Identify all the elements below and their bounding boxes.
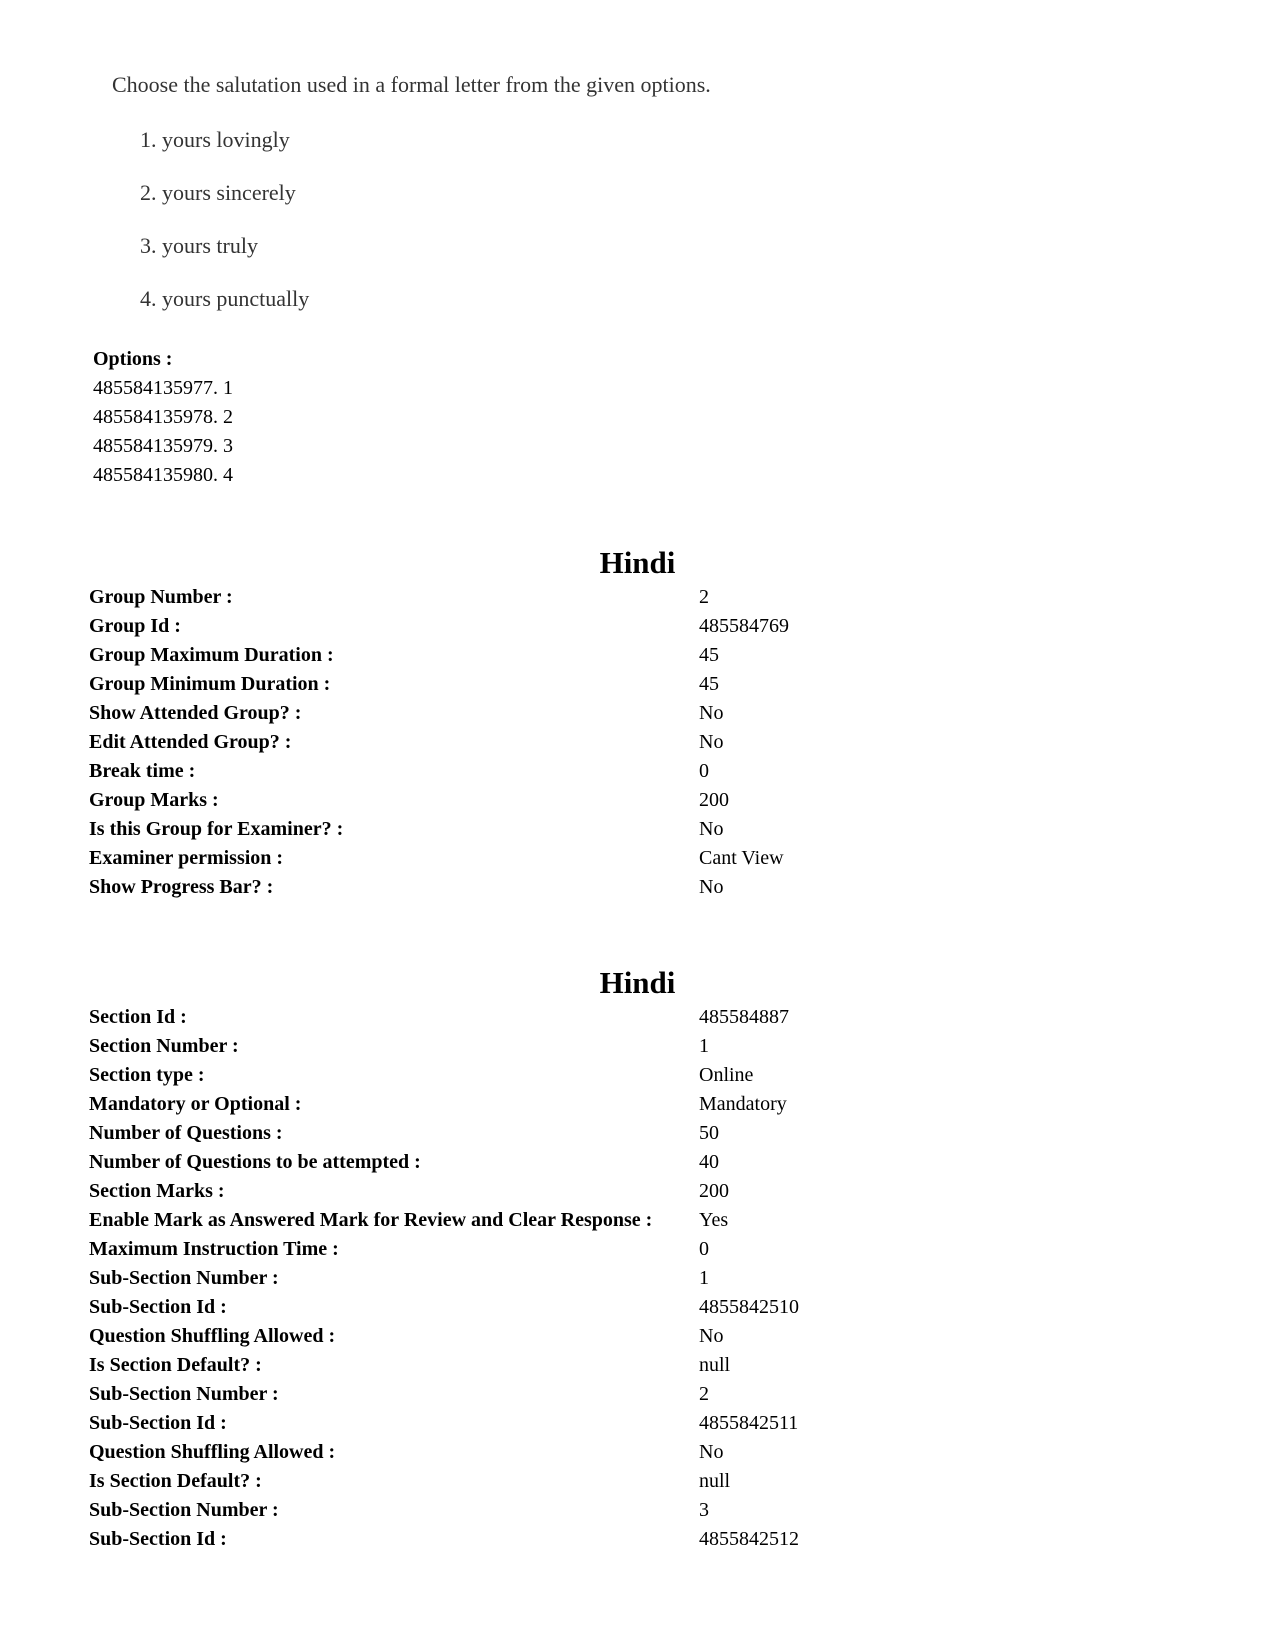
field-label: Break time : [89, 760, 196, 782]
question-text: Choose the salutation used in a formal letter from the given options. [112, 72, 711, 97]
field-label: Maximum Instruction Time : [89, 1238, 339, 1260]
field-value: 4855842510 [699, 1296, 799, 1318]
table-row [89, 844, 1099, 873]
field-label: Edit Attended Group? : [89, 731, 292, 753]
field-label: Sub-Section Number : [89, 1267, 279, 1289]
options-block [93, 345, 693, 490]
table-row [89, 1293, 1099, 1322]
field-value: 1 [699, 1267, 709, 1289]
table-row [89, 699, 1099, 728]
table-row [89, 1090, 1099, 1119]
field-label: Is Section Default? : [89, 1354, 262, 1376]
field-value: 0 [699, 1238, 709, 1260]
field-label: Enable Mark as Answered Mark for Review and Clear Response : [89, 1209, 653, 1231]
field-value: 3 [699, 1499, 709, 1521]
option-item: 485584135980. 4 [93, 464, 233, 486]
table-row [89, 757, 1099, 786]
field-value: No [699, 1441, 724, 1463]
question-image [112, 70, 1012, 311]
field-value: 1 [699, 1035, 709, 1057]
table-row [89, 1206, 1099, 1235]
field-value: 50 [699, 1122, 719, 1144]
field-value: null [699, 1470, 731, 1492]
field-label: Show Attended Group? : [89, 702, 302, 724]
field-label: Group Number : [89, 586, 233, 608]
field-label: Group Minimum Duration : [89, 673, 331, 695]
field-label: Sub-Section Id : [89, 1296, 227, 1318]
table-row [89, 670, 1099, 699]
choice-item: 2. yours sincerely [140, 180, 296, 205]
field-value: 2 [699, 586, 709, 608]
table-row [89, 1380, 1099, 1409]
table-row [89, 1177, 1099, 1206]
field-value: 4855842511 [699, 1412, 799, 1434]
field-label: Sub-Section Id : [89, 1528, 227, 1550]
field-value: 40 [699, 1151, 719, 1173]
field-label: Mandatory or Optional : [89, 1093, 302, 1115]
field-label: Section Number : [89, 1035, 239, 1057]
field-label: Section Marks : [89, 1180, 225, 1202]
field-value: 45 [699, 644, 719, 666]
field-label: Section Id : [89, 1006, 187, 1028]
table-row [89, 1032, 1099, 1061]
group-title: Hindi [599, 545, 676, 580]
field-label: Is Section Default? : [89, 1470, 262, 1492]
field-label: Group Id : [89, 615, 181, 637]
table-row [89, 1409, 1099, 1438]
field-value: 200 [699, 789, 729, 811]
field-label: Sub-Section Id : [89, 1412, 227, 1434]
field-value: No [699, 876, 724, 898]
field-value: 2 [699, 1383, 709, 1405]
field-value: null [699, 1354, 731, 1376]
table-row [89, 1264, 1099, 1293]
field-label: Number of Questions to be attempted : [89, 1151, 421, 1173]
section-details-table [89, 1003, 1099, 1554]
field-value: Cant View [699, 847, 784, 869]
field-value: 4855842512 [699, 1528, 799, 1550]
choice-item: 1. yours lovingly [140, 127, 290, 152]
field-value: Mandatory [699, 1093, 787, 1115]
choice-item: 3. yours truly [140, 233, 258, 258]
field-value: No [699, 1325, 724, 1347]
field-value: 200 [699, 1180, 729, 1202]
table-row [89, 1119, 1099, 1148]
table-row [89, 612, 1099, 641]
field-label: Examiner permission : [89, 847, 284, 869]
field-value: Online [699, 1064, 754, 1086]
table-row [89, 1148, 1099, 1177]
option-item: 485584135978. 2 [93, 406, 233, 428]
table-row [89, 815, 1099, 844]
field-label: Sub-Section Number : [89, 1383, 279, 1405]
table-row [89, 728, 1099, 757]
field-value: 45 [699, 673, 719, 695]
options-label: Options : [93, 348, 173, 370]
table-row [89, 1525, 1099, 1554]
field-value: No [699, 731, 724, 753]
table-row [89, 641, 1099, 670]
table-row [89, 1235, 1099, 1264]
field-value: 0 [699, 760, 709, 782]
option-item: 485584135979. 3 [93, 435, 233, 457]
table-row [89, 1351, 1099, 1380]
field-label: Question Shuffling Allowed : [89, 1325, 336, 1347]
group-details-table [89, 583, 1099, 902]
table-row [89, 1061, 1099, 1090]
field-label: Is this Group for Examiner? : [89, 818, 344, 840]
table-row [89, 583, 1099, 612]
field-value: 485584887 [699, 1006, 789, 1028]
table-row [89, 1496, 1099, 1525]
table-row [89, 1003, 1099, 1032]
table-row [89, 1322, 1099, 1351]
table-row [89, 873, 1099, 902]
field-value: 485584769 [699, 615, 789, 637]
field-label: Question Shuffling Allowed : [89, 1441, 336, 1463]
field-value: No [699, 818, 724, 840]
field-label: Section type : [89, 1064, 205, 1086]
field-label: Number of Questions : [89, 1122, 283, 1144]
field-label: Sub-Section Number : [89, 1499, 279, 1521]
field-value: Yes [699, 1209, 729, 1231]
field-label: Group Maximum Duration : [89, 644, 334, 666]
choice-item: 4. yours punctually [140, 286, 310, 311]
option-item: 485584135977. 1 [93, 377, 233, 399]
field-value: No [699, 702, 724, 724]
section-title: Hindi [599, 965, 676, 1000]
table-row [89, 1467, 1099, 1496]
field-label: Show Progress Bar? : [89, 876, 274, 898]
table-row [89, 786, 1099, 815]
field-label: Group Marks : [89, 789, 219, 811]
table-row [89, 1438, 1099, 1467]
